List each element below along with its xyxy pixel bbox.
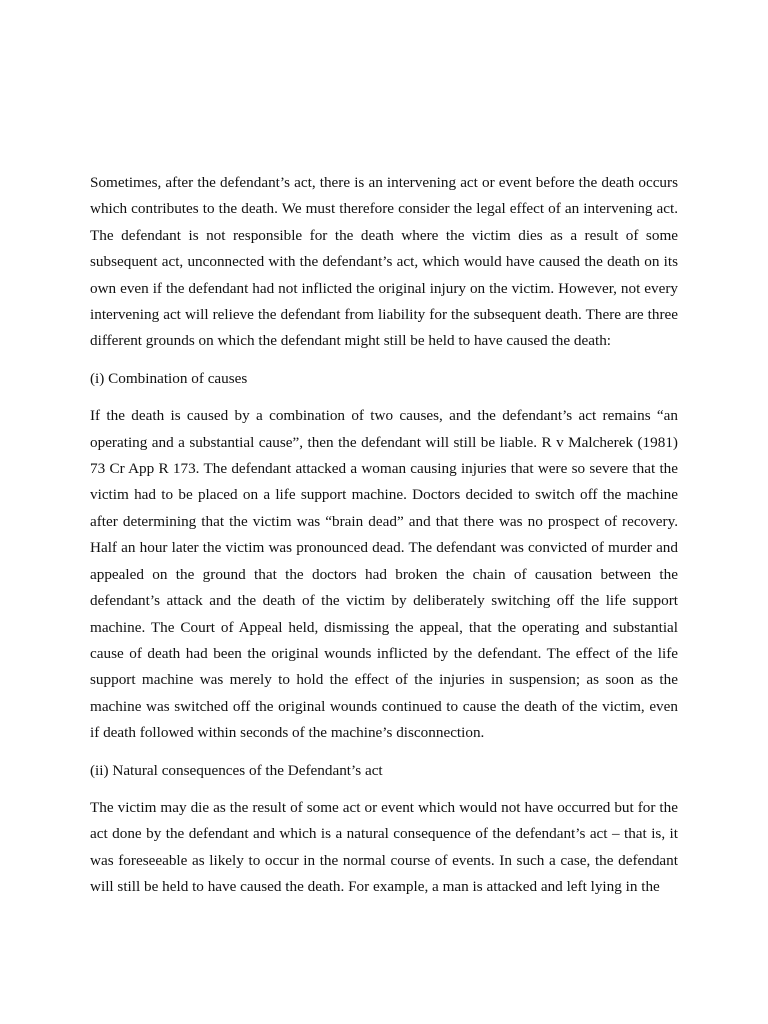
heading-combination-of-causes: (i) Combination of causes	[90, 369, 248, 387]
paragraph-malcherek-case: If the death is caused by a combination of two causes, and the defendant’s act remains “an operating and a substantial cause”, then the defendant will still be liable. R v Malcherek (1981) 73 Cr App R 173. The defendant attacked a woman causing injuries that were so severe that the victim had to be placed on a life support machine. Doctors decided to switch off the machine after determining that the victim was “brain dead” and that there was no prospect of recovery. Half an hour later the victim was pronounced dead. The defendant was convicted of murder and appealed on the ground that the doctors had broken the chain of causation between the defendant’s attack and the death of the victim by deliberately switching off the life support machine. The Court of Appeal held, dismissing the appeal, that the operating and substantial cause of death had been the original wounds inflicted by the defendant. The effect of the life support machine was merely to hold the effect of the injuries in suspension; as soon as the machine was switched off the original wounds continued to cause the death of the victim, even if death followed within seconds of the machine’s disconnection.	[90, 407, 678, 742]
heading-natural-consequences: (ii) Natural consequences of the Defendant’s act	[90, 761, 383, 779]
paragraph-natural-consequences: The victim may die as the result of some act or event which would not have occurred but for the act done by the defendant and which is a natural consequence of the defendant’s act – that is, it was foreseeable as likely to occur in the normal course of events. In such a case, the defendant will still be held to have caused the death. For example, a man is attacked and left lying in the	[90, 798, 678, 896]
paragraph-intervening-acts: Sometimes, after the defendant’s act, there is an intervening act or event before the death occurs which contributes to the death. We must therefore consider the legal effect of an intervening act. The defendant is not responsible for the death where the victim dies as a result of some subsequent act, unconnected with the defendant’s act, which would have caused the death on its own even if the defendant had not inflicted the original injury on the victim. However, not every intervening act will relieve the defendant from liability for the subsequent death. There are three different grounds on which the defendant might still be held to have caused the death:	[90, 174, 678, 350]
document-body	[90, 170, 678, 912]
